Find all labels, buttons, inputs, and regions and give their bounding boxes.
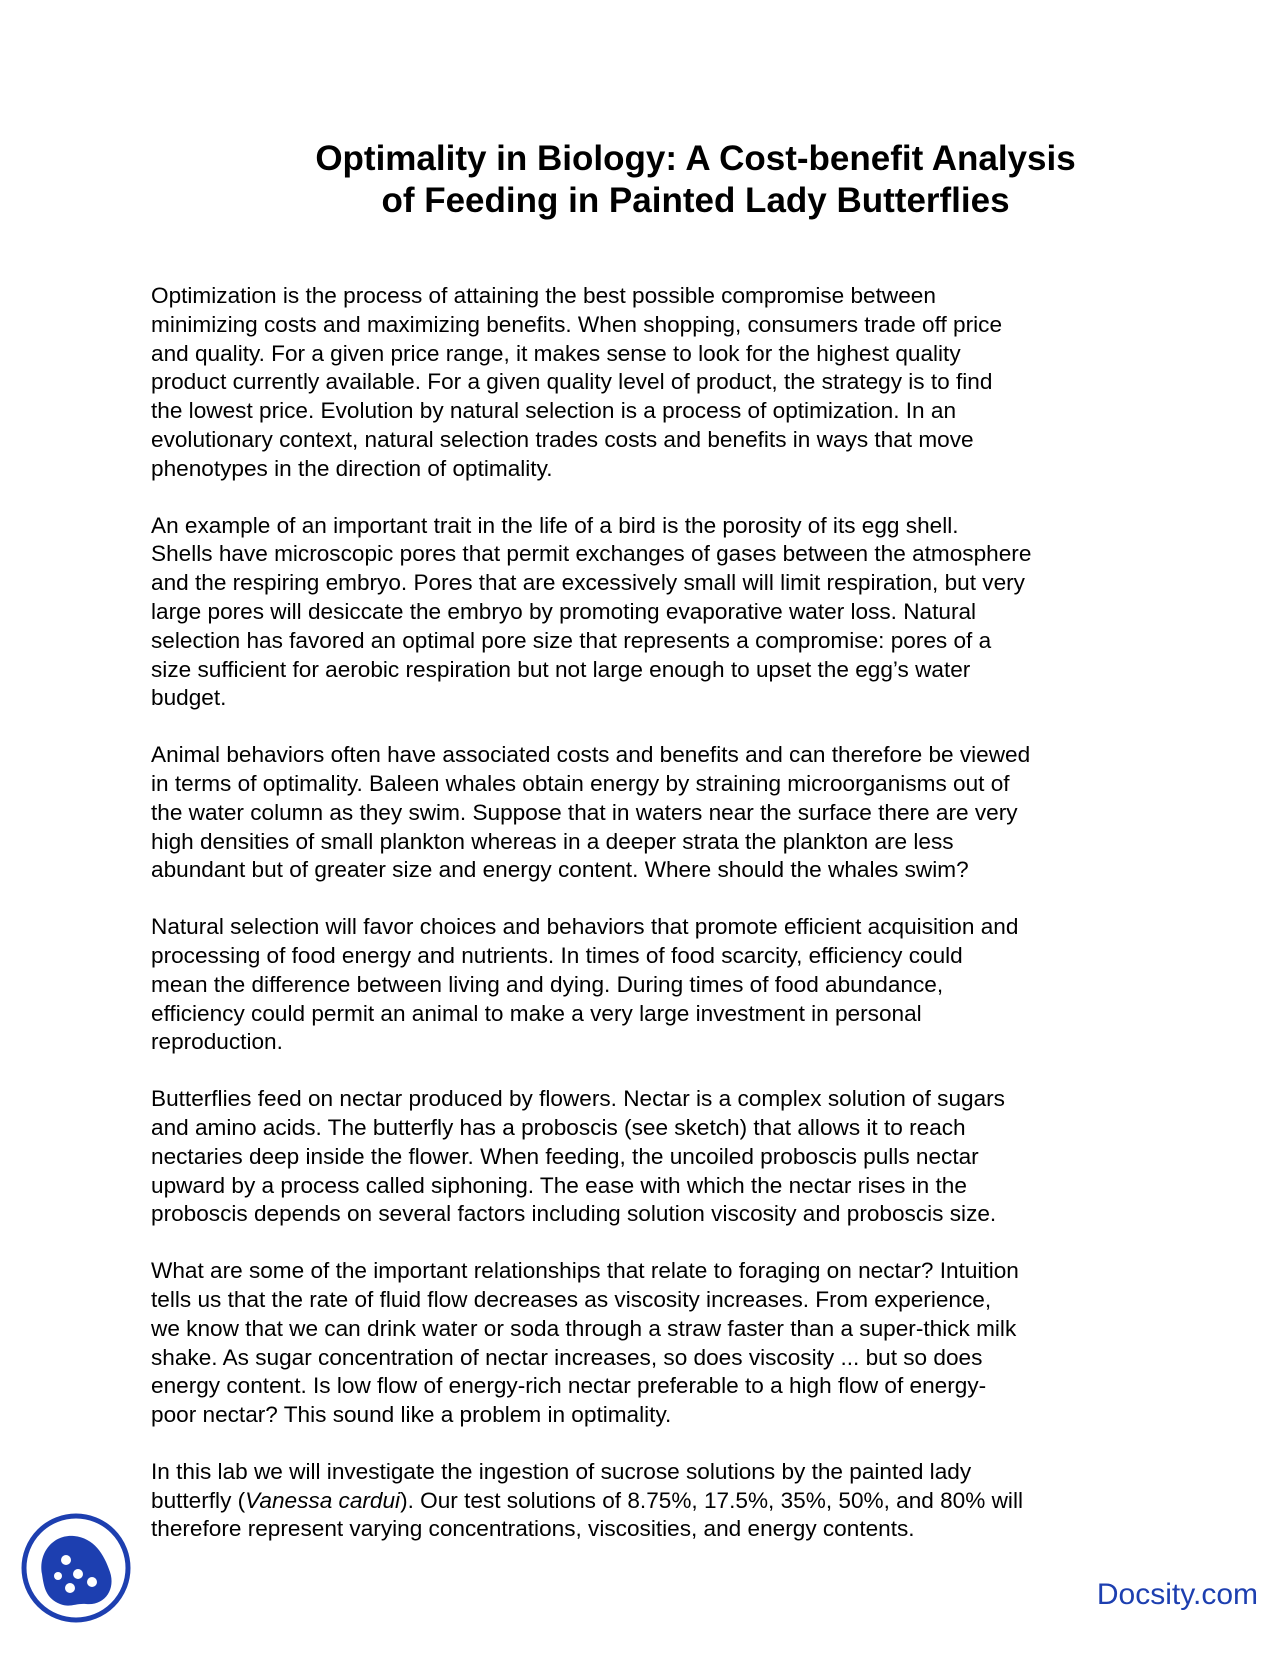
- text-line: and quality. For a given price range, it makes sense to look for the highest quality: [151, 340, 961, 366]
- text-line: efficiency could permit an animal to make a very large investment in personal: [151, 1000, 922, 1026]
- species-name: Vanessa cardui: [245, 1487, 401, 1513]
- text-line: An example of an important trait in the life of a bird is the porosity of its egg shell.: [151, 512, 959, 538]
- text-line: nectaries deep inside the flower. When feeding, the uncoiled proboscis pulls nectar: [151, 1143, 979, 1169]
- text-line: tells us that the rate of fluid flow decreases as viscosity increases. From experience,: [151, 1286, 992, 1312]
- text-line: processing of food energy and nutrients. In times of food scarcity, efficiency could: [151, 942, 963, 968]
- document-title: [0, 138, 1280, 222]
- text-line: large pores will desiccate the embryo by promoting evaporative water loss. Natural: [151, 598, 977, 624]
- text-line: therefore represent varying concentrations, viscosities, and energy contents.: [151, 1516, 915, 1542]
- text-line: minimizing costs and maximizing benefits. When shopping, consumers trade off price: [151, 311, 1003, 337]
- text-line: abundant but of greater size and energy content. Where should the whales swim?: [151, 857, 969, 883]
- docsity-watermark[interactable]: Docsity.com: [1096, 1578, 1258, 1611]
- text-line: Butterflies feed on nectar produced by flowers. Nectar is a complex solution of sugars: [151, 1086, 1005, 1112]
- document-body: [151, 282, 1131, 1572]
- text-line: poor nectar? This sound like a problem in optimality.: [151, 1402, 672, 1428]
- text-line: proboscis depends on several factors including solution viscosity and proboscis size.: [151, 1201, 997, 1227]
- paragraph-egg-shell: [151, 512, 1131, 714]
- text-line: phenotypes in the direction of optimality.: [151, 455, 553, 481]
- text-line: in terms of optimality. Baleen whales obtain energy by straining microorganisms out of: [151, 770, 1010, 796]
- text-line: budget.: [151, 685, 227, 711]
- text-line: shake. As sugar concentration of nectar increases, so does viscosity ... but so does: [151, 1344, 983, 1370]
- text-line: evolutionary context, natural selection trades costs and benefits in ways that move: [151, 426, 974, 452]
- text-line: product currently available. For a given quality level of product, the strategy is to find: [151, 369, 993, 395]
- text-line: Optimization is the process of attaining the best possible compromise between: [151, 283, 936, 308]
- text-line: selection has favored an optimal pore size that represents a compromise: pores of a: [151, 627, 992, 653]
- paragraph-butterflies: [151, 1085, 1131, 1229]
- text-line: Animal behaviors often have associated costs and benefits and can therefore be viewed: [151, 742, 1031, 768]
- text-line: and the respiring embryo. Pores that are excessively small will limit respiration, but very: [151, 570, 1025, 596]
- text-line: mean the difference between living and dying. During times of food abundance,: [151, 971, 944, 997]
- text-line: [151, 1487, 1131, 1516]
- text-line: What are some of the important relationships that relate to foraging on nectar? Intuition: [151, 1258, 1019, 1284]
- text-line: energy content. Is low flow of energy-rich nectar preferable to a high flow of energy-: [151, 1373, 987, 1399]
- text-line: and amino acids. The butterfly has a proboscis (see sketch) that allows it to reach: [151, 1114, 966, 1140]
- text-line: high densities of small plankton whereas in a deeper strata the plankton are less: [151, 828, 954, 854]
- text-line: the lowest price. Evolution by natural selection is a process of optimization. In an: [151, 398, 957, 424]
- paragraph-optimization: [151, 282, 1131, 484]
- text-line: we know that we can drink water or soda through a straw faster than a super-thick milk: [151, 1315, 1017, 1341]
- title-line-1: Optimality in Biology: A Cost-benefit Analysis: [315, 139, 1076, 178]
- text-line: upward by a process called siphoning. The ease with which the nectar rises in the: [151, 1172, 967, 1198]
- text-line: size sufficient for aerobic respiration but not large enough to upset the egg’s water: [151, 656, 971, 682]
- text-segment: butterfly (: [151, 1487, 246, 1513]
- title-line-2: of Feeding in Painted Lady Butterflies: [381, 181, 1010, 220]
- text-line: reproduction.: [151, 1029, 283, 1055]
- paragraph-whales: [151, 741, 1131, 885]
- text-line: In this lab we will investigate the ingestion of sucrose solutions by the painted lady: [151, 1458, 972, 1484]
- paragraph-natural-selection: [151, 913, 1131, 1057]
- paragraph-foraging: [151, 1257, 1131, 1430]
- docsity-logo-icon: [20, 1512, 132, 1624]
- text-line: the water column as they swim. Suppose that in waters near the surface there are very: [151, 799, 1018, 825]
- text-line: Shells have microscopic pores that permit exchanges of gases between the atmosphere: [151, 541, 1032, 567]
- text-segment: ). Our test solutions of 8.75%, 17.5%, 35%, 50%, and 80% will: [400, 1487, 1023, 1513]
- paragraph-lab-intro: [151, 1458, 1131, 1544]
- text-line: Natural selection will favor choices and behaviors that promote efficient acquisition and: [151, 914, 1019, 940]
